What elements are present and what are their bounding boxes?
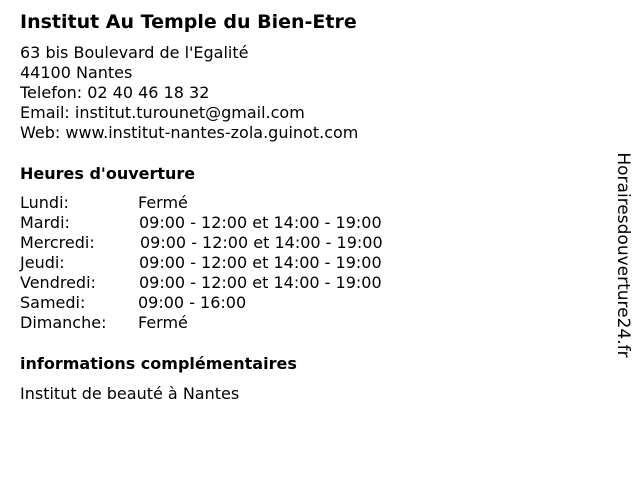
contact-block: [20, 43, 358, 143]
day-label: Dimanche:: [20, 313, 107, 332]
day-label: Samedi:: [20, 293, 86, 312]
day-label: Mardi:: [20, 213, 70, 232]
day-hours: Fermé: [138, 193, 188, 212]
additional-info-text: Institut de beauté à Nantes: [20, 384, 240, 403]
business-name: Institut Au Temple du Bien-Etre: [20, 11, 357, 33]
additional-info-heading: informations complémentaires: [20, 354, 297, 373]
address-street: 63 bis Boulevard de l'Egalité: [20, 43, 249, 62]
opening-hours-heading: Heures d'ouverture: [20, 164, 196, 183]
day-label: Vendredi:: [20, 273, 96, 292]
day-label: Lundi:: [20, 193, 69, 212]
site-watermark: Horairesdouverture24.fr: [613, 152, 633, 358]
day-hours: 09:00 - 12:00 et 14:00 - 19:00: [139, 213, 382, 232]
day-label: Jeudi:: [20, 253, 65, 272]
day-label: Mercredi:: [20, 233, 95, 252]
day-hours: 09:00 - 12:00 et 14:00 - 19:00: [139, 253, 382, 272]
day-hours: 09:00 - 16:00: [138, 293, 247, 312]
email-address: Email: institut.turounet@gmail.com: [20, 103, 305, 122]
day-hours: 09:00 - 12:00 et 14:00 - 19:00: [140, 233, 383, 252]
phone-number: Telefon: 02 40 46 18 32: [20, 83, 210, 102]
day-hours: Fermé: [138, 313, 188, 332]
website-url: Web: www.institut-nantes-zola.guinot.com: [20, 123, 359, 142]
day-hours: 09:00 - 12:00 et 14:00 - 19:00: [139, 273, 382, 292]
address-city: 44100 Nantes: [20, 63, 133, 82]
